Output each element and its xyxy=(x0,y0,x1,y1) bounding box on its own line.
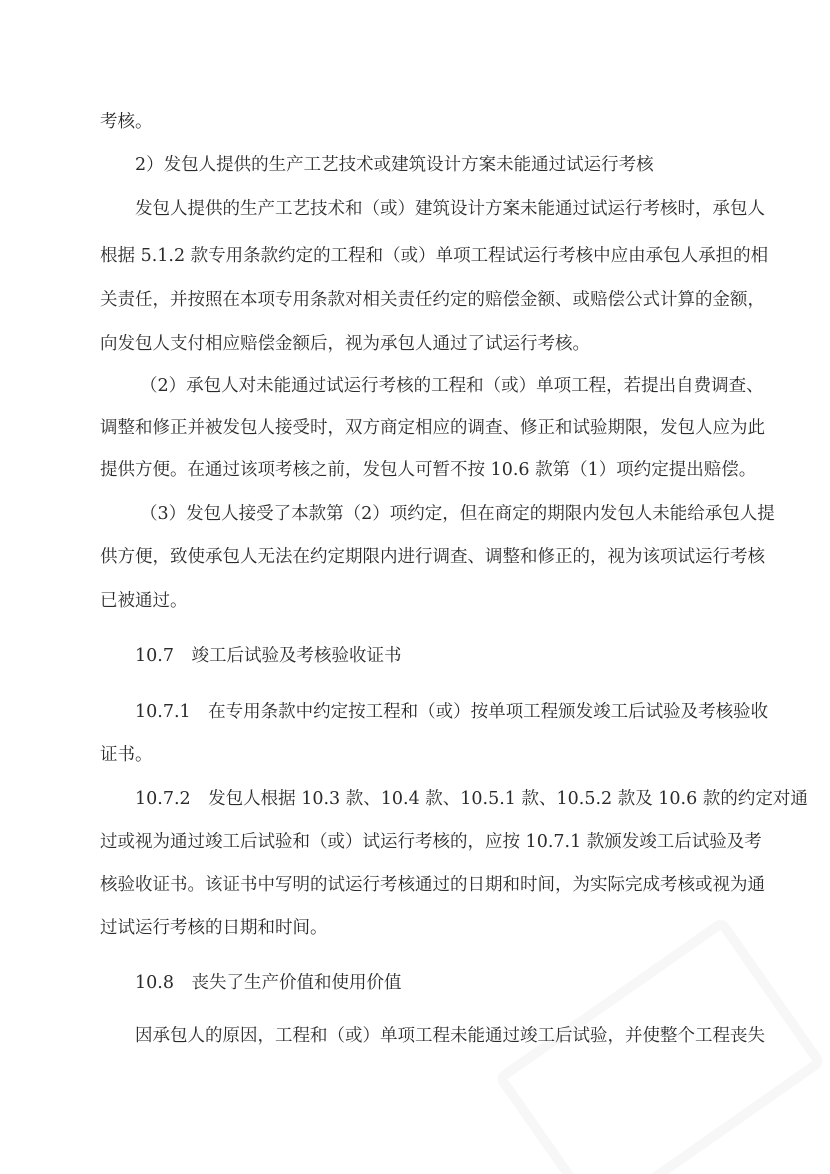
text-line: 发包人提供的生产工艺技术和（或）建筑设计方案未能通过试运行考核时，承包人 xyxy=(135,199,765,219)
text-line: 考核。 xyxy=(100,112,153,132)
text-line: 根据 5.1.2 款专用条款约定的工程和（或）单项工程试运行考核中应由承包人承担的相 xyxy=(100,246,769,266)
text-line: 10.7.1 在专用条款中约定按工程和（或）按单项工程颁发竣工后试验及考核验收 xyxy=(135,702,769,722)
text-line: 关责任，并按照在本项专用条款对相关责任约定的赔偿金额、或赔偿公式计算的金额， xyxy=(100,290,765,310)
text-line: （3）发包人接受了本款第（2）项约定，但在商定的期限内发包人未能给承包人提 xyxy=(140,504,775,524)
text-line: （2）承包人对未能通过试运行考核的工程和（或）单项工程，若提出自费调查、 xyxy=(140,376,764,396)
subheading: 2）发包人提供的生产工艺技术或建筑设计方案未能通过试运行考核 xyxy=(135,155,654,175)
text-line: 提供方便。在通过该项考核之前，发包人可暂不按 10.6 款第（1）项约定提出赔偿。 xyxy=(100,460,757,480)
text-line: 已被通过。 xyxy=(100,591,188,611)
text-line: 10.7.2 发包人根据 10.3 款、10.4 款、10.5.1 款、10.5.2 款及 10.6 款的约定对通 xyxy=(135,789,808,809)
text-line: 过试运行考核的日期和时间。 xyxy=(100,918,328,938)
text-line: 调整和修正并被发包人接受时，双方商定相应的调查、修正和试验期限，发包人应为此 xyxy=(100,418,765,438)
text-line: 供方便，致使承包人无法在约定期限内进行调查、调整和修正的，视为该项试运行考核 xyxy=(100,547,765,567)
text-line: 过或视为通过竣工后试验和（或）试运行考核的，应按 10.7.1 款颁发竣工后试验及考 xyxy=(100,832,762,852)
text-line: 证书。 xyxy=(100,745,153,765)
section-heading-10-7: 10.7 竣工后试验及考核验收证书 xyxy=(135,646,402,666)
text-line: 核验收证书。该证书中写明的试运行考核通过的日期和时间，为实际完成考核或视为通 xyxy=(100,875,765,895)
text-line: 因承包人的原因，工程和（或）单项工程未能通过竣工后试验，并使整个工程丧失 xyxy=(135,1026,765,1046)
text-line: 向发包人支付相应赔偿金额后，视为承包人通过了试运行考核。 xyxy=(100,334,590,354)
section-heading-10-8: 10.8 丧失了生产价值和使用价值 xyxy=(135,973,402,993)
